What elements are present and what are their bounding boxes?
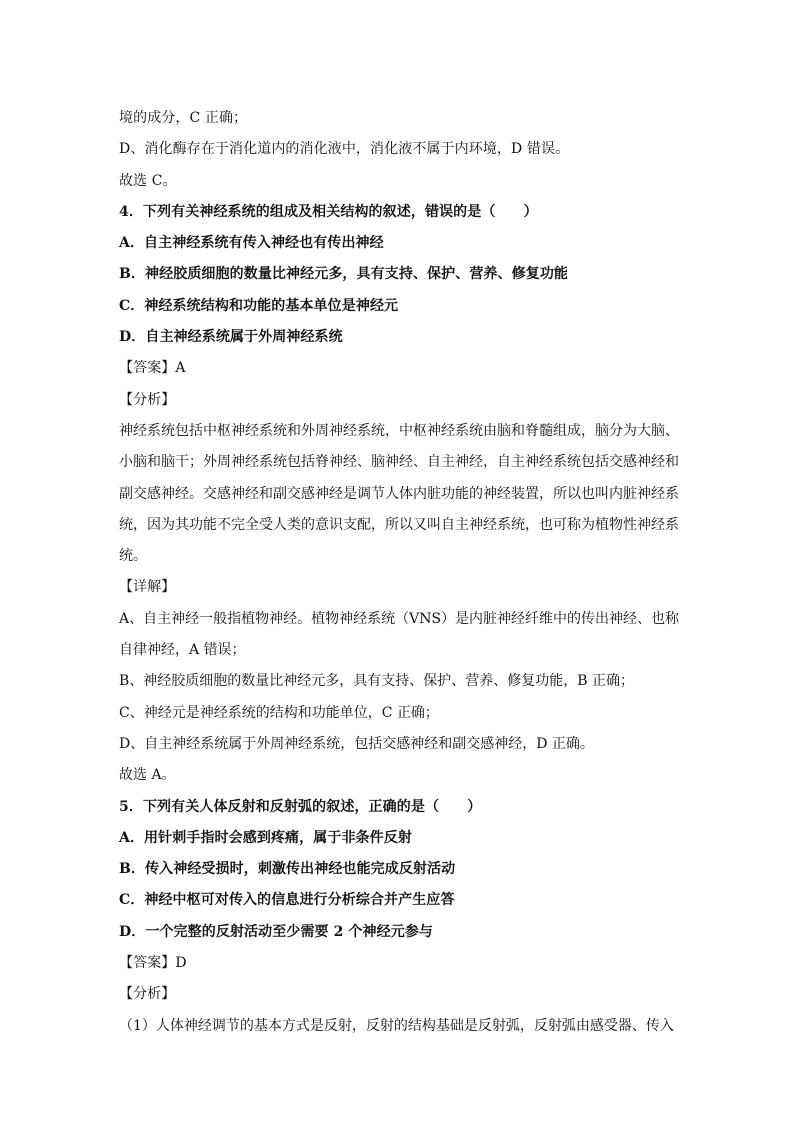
detail-line: D、自主神经系统属于外周神经系统，包括交感神经和副交感神经，D 正确。 (119, 735, 594, 752)
analysis-line: 统，因为其功能不完全受人类的意识支配，所以又叫自主神经系统，也可称为植物性神经系 (119, 516, 679, 533)
answer-value: D (175, 955, 187, 972)
question-4-option-b: B．神经胶质细胞的数量比神经元多，具有支持、保护、营养、修复功能 (119, 266, 569, 283)
question-5-option-a: A．用针刺手指时会感到疼痛，属于非条件反射 (119, 829, 412, 846)
question-5-option-d: D．一个完整的反射活动至少需要 2 个神经元参与 (119, 923, 434, 940)
answer-value: A (175, 360, 186, 377)
question-4-analysis-label: 【分析】 (119, 391, 176, 408)
detail-line: A、自主神经一般指植物神经。植物神经系统（VNS）是内脏神经纤维中的传出神经、也称 (119, 610, 680, 627)
analysis-line: （1）人体神经调节的基本方式是反射，反射的结构基础是反射弧，反射弧由感受器、传入 (119, 1017, 674, 1034)
analysis-line: 统。 (119, 548, 147, 565)
question-4-detail-text (119, 604, 681, 792)
detail-line: C、神经元是神经系统的结构和功能单位，C 正确； (119, 704, 439, 721)
question-4-detail-label: 【详解】 (119, 579, 176, 596)
question-5-answer (119, 948, 681, 979)
previous-detail-line: D、消化酶存在于消化道内的消化液中，消化液不属于内环境，D 错误。 (119, 141, 570, 158)
question-4-stem: 4．下列有关神经系统的组成及相关结构的叙述，错误的是（ ） (119, 203, 538, 220)
question-5-analysis-label: 【分析】 (119, 986, 176, 1003)
question-5-analysis-text (119, 1011, 681, 1042)
answer-label: 【答案】 (119, 360, 176, 377)
question-5-option-c: C．神经中枢可对传入的信息进行分析综合并产生应答 (119, 892, 455, 909)
detail-line: B、神经胶质细胞的数量比神经元多，具有支持、保护、营养、修复功能，B 正确； (119, 673, 635, 690)
document-content (119, 103, 681, 1042)
analysis-line: 小脑和脑干；外周神经系统包括脊神经、脑神经、自主神经，自主神经系统包括交感神经和 (119, 454, 679, 471)
answer-label: 【答案】 (119, 955, 176, 972)
analysis-line: 副交感神经。交感神经和副交感神经是调节人体内脏功能的神经装置，所以也叫内脏神经系 (119, 485, 679, 502)
previous-detail-line: 境的成分，C 正确； (119, 110, 248, 126)
question-4-option-d: D．自主神经系统属于外周神经系统 (119, 329, 343, 346)
analysis-line: 神经系统包括中枢神经系统和外周神经系统，中枢神经系统由脑和脊髓组成，脑分为大脑、 (119, 422, 679, 439)
question-4-answer (119, 353, 681, 384)
question-4-analysis-text (119, 416, 681, 572)
previous-conclusion: 故选 C。 (119, 172, 177, 189)
question-4-option-c: C．神经系统结构和功能的基本单位是神经元 (119, 297, 399, 314)
question-4-option-a: A．自主神经系统有传入神经也有传出神经 (119, 235, 384, 252)
detail-conclusion: 故选 A。 (119, 767, 176, 784)
question-5-option-b: B．传入神经受损时，刺激传出神经也能完成反射活动 (119, 861, 456, 878)
detail-line: 自律神经，A 错误； (119, 642, 246, 659)
question-5-stem: 5．下列有关人体反射和反射弧的叙述，正确的是（ ） (119, 798, 482, 815)
